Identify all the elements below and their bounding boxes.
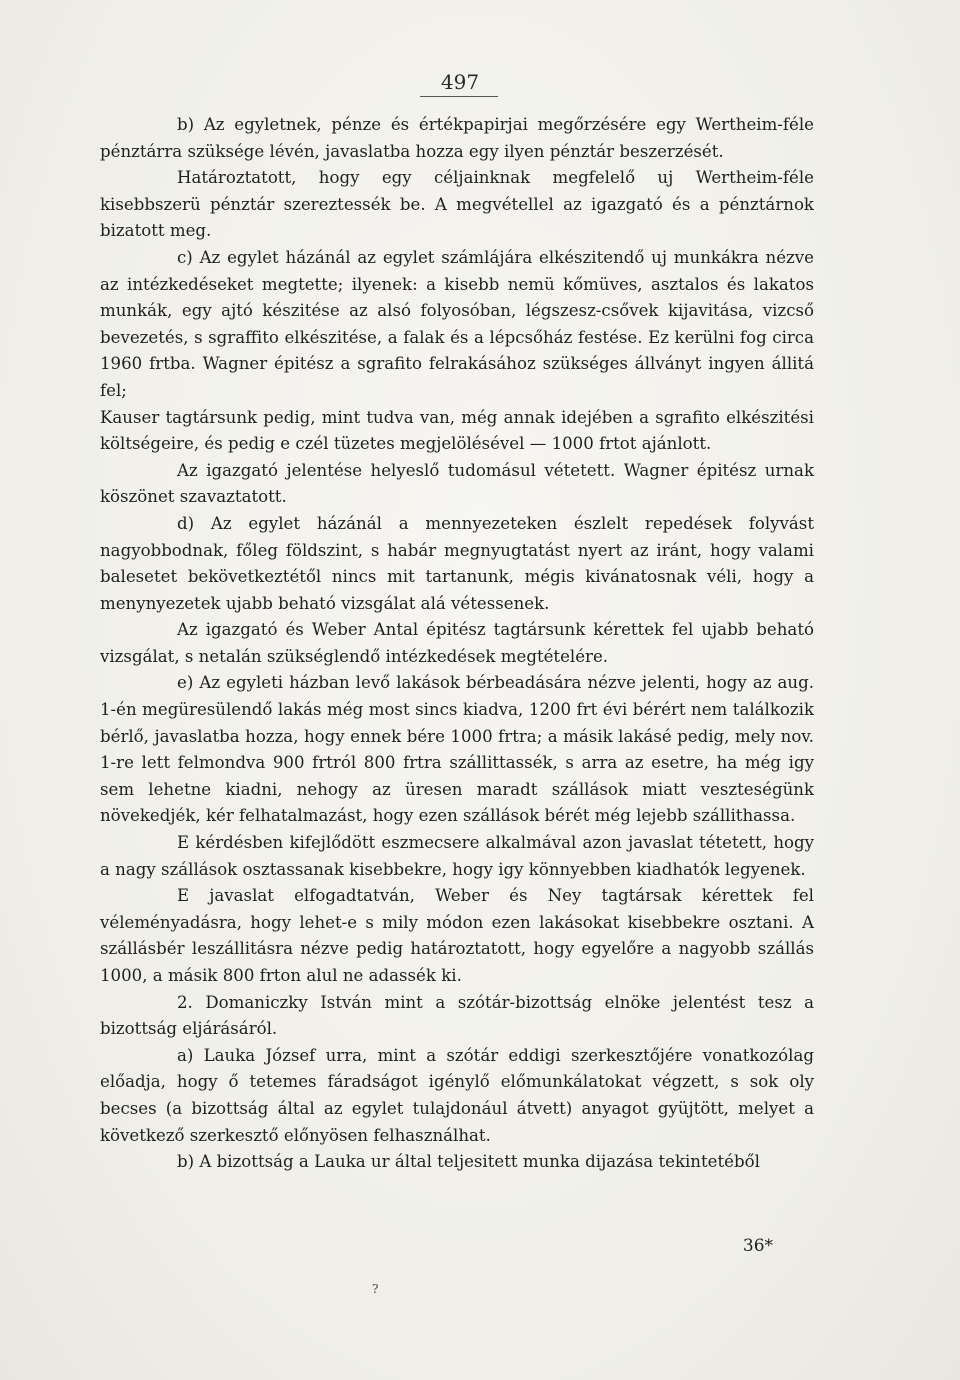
- paragraph-weber-vizsgalat: Az igazgató és Weber Antal épitész tagtársunk kérettek fel ujabb beható vizsgálat, s netalán szükséglendő intézkedések megtételére.: [100, 620, 814, 666]
- bottom-mark: ?: [372, 1282, 379, 1296]
- signature-mark: 36*: [742, 1236, 774, 1256]
- paragraph-igazgato-jelentes: Az igazgató jelentése helyeslő tudomásul vétetett. Wagner épitész urnak köszönet szavaztatott.: [100, 460, 814, 507]
- paragraph-b-bizottsag: b) A bizottság a Lauka ur által teljesitett munka dijazása tekintetéből: [177, 1152, 760, 1172]
- paragraph-d-mennyezet: d) Az egylet házánál a mennyezeteken észlelt repedések folyvást nagyobbodnak, főleg földszint, s habár megnyugtatást nyert az iránt, hogy valami balesetet bekövetkeztétől nincs mit tartanunk, mégis kivánatosnak véli, hogy a menynyezetek ujabb beható vizsgálat alá vétessenek.: [100, 513, 814, 613]
- paragraph-kauser: Kauser tagtársunk pedig, mint tudva van, még annak idejében a sgrafito elkészitési költségeire, és pedig e czél tüzetes megjelölésével — 1000 frtot ajánlott.: [100, 407, 814, 454]
- paragraph-e-lakasok: e) Az egyleti házban levő lakások bérbeadására nézve jelenti, hogy az aug. 1-én megüresülendő lakás még most sincs kiadva, 1200 frt évi bérért nem találkozik bérlő, javaslatba hozza, hogy ennek bére 1000 frtra; a másik lakásé pedig, mely nov. 1-re lett felmondva 900 frtról 800 frtra szállittassék, s arra az esetre, ha még igy sem lehetne kiadni, nehogy az üresen maradt szállások miatt veszteségünk növekedjék, kér felhatalmazást, hogy ezen szállások bérét még lejebb szállithassa.: [100, 673, 814, 826]
- body-text: [100, 112, 814, 1176]
- paragraph-2-domaniczky: 2. Domaniczky István mint a szótár-bizottság elnöke jelentést tesz a bizottság eljárásáról.: [100, 992, 814, 1039]
- page-number: 497: [440, 70, 480, 94]
- paragraph-c-munkak: c) Az egylet házánál az egylet számlájára elkészitendő uj munkákra nézve az intézkedéseket megtette; ilyenek: a kisebb nemü kőmüves, asztalos és lakatos munkák, egy ajtó készitése az alsó folyosóban, légszesz-csővek kijavitása, vizcső bevezetés, s sgraffito elkészitése, a falak és a lépcsőház festése. Ez kerülni fog circa 1960 frtba. Wagner épitész a sgrafito felrakásához szükséges állványt ingyen állitá fel;: [100, 247, 814, 400]
- page-number-rule: [420, 96, 498, 97]
- paragraph-javaslat-elfogadas: E javaslat elfogadtatván, Weber és Ney tagtársak kérettek fel véleményadásra, hogy lehet-e s mily módon ezen lakásokat kisebbekre osztani. A szállásbér leszállitásra nézve pedig határoztatott, hogy egyelőre a nagyobb szállás 1000, a másik 800 frton alul ne adassék ki.: [100, 886, 814, 985]
- paragraph-a-lauka: a) Lauka József urra, mint a szótár eddigi szerkesztőjére vonatkozólag előadja, hogy ő tetemes fáradságot igénylő előmunkálatokat végzett, s sok oly becses (a bizottság által az egylet tulajdonául átvett) anyagot gyüjtött, melyet a következő szerkesztő előnyösen felhasználhat.: [100, 1045, 814, 1145]
- paragraph-resolution-penztar: Határoztatott, hogy egy céljainknak megfelelő uj Wertheim-féle kisebbszerü pénztár szereztessék be. A megvétellel az igazgató és a pénztárnok bizatott meg.: [100, 168, 814, 241]
- paragraph-eszmecsere: E kérdésben kifejlődött eszmecsere alkalmával azon javaslat tétetett, hogy a nagy szállások osztassanak kisebbekre, hogy igy könnyebben kiadhatók legyenek.: [100, 833, 814, 879]
- paragraph-b-penztar: b) Az egyletnek, pénze és értékpapirjai megőrzésére egy Wertheim-féle pénztárra szüksége lévén, javaslatba hozza egy ilyen pénztár beszerzését.: [100, 115, 814, 161]
